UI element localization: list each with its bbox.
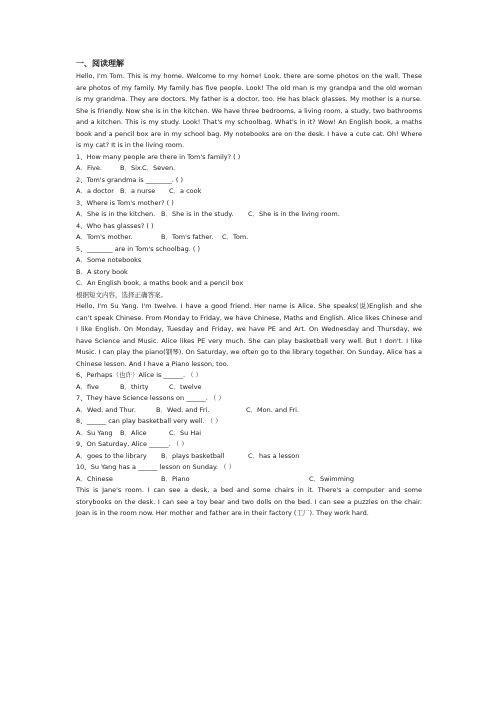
document-content — [76, 58, 422, 520]
option-c: C．Seven. — [142, 164, 176, 172]
section-title: 一、阅读理解 — [76, 59, 124, 68]
option-a: A．She is in the kitchen. — [76, 210, 156, 218]
question-2-options — [76, 186, 422, 198]
question-8-options — [76, 428, 422, 440]
option-c: C．An English book, a maths book and a pencil box — [76, 279, 244, 287]
question-3: 3、Where is Tom's mother? ( ) — [76, 198, 174, 207]
instruction-2: 根据短文内容，选择正确答案。 — [76, 290, 167, 299]
option-a: A．Su Yang — [76, 428, 113, 437]
option-a: A．Chinese — [76, 474, 113, 483]
option-c: C．twelve — [169, 382, 202, 391]
option-a: A．a doctor — [76, 187, 114, 195]
question-8: 8、______ can play basketball very well. （ ） — [76, 417, 222, 425]
question-2: 2、Tom's grandma is ________. ( ) — [76, 175, 183, 184]
question-1: 1、How many people are there in Tom's family? ( ) — [76, 152, 241, 161]
question-9-options — [76, 451, 422, 463]
passage-2: Hello, I'm Su Yang. I'm twelve. I have a good friend. Her name is Alice. She speaks(说)English and she can't speak Chinese. From Monday to Friday, we have Chinese, Maths and English. Alice likes Chinese and I like English. On Monday, Tuesday and Friday, we have PE and Art. On Wednesday and Thursday, we have Science and Music. Alice likes PE very much. She can play basketball very well. But I don't. I like Music. I can play the piano(钢琴). On Saturday, we often go to the library together. On Sunday, Alice has a Chinese lesson. And I have a Piano lesson, too. — [76, 302, 422, 368]
option-a: A．goes to the library — [76, 451, 147, 460]
option-b: B．thirty — [120, 382, 149, 391]
question-6-options — [76, 382, 422, 394]
option-a: A．Five. — [76, 164, 102, 172]
option-b: B．plays basketball — [161, 451, 225, 460]
option-a: A．Wed. and Thur. — [76, 405, 136, 414]
option-c: C．has a lesson — [248, 451, 300, 460]
option-a: A．five — [76, 382, 99, 391]
option-a: A．Tom's mother. — [76, 233, 133, 241]
option-a: A．Some notebooks — [76, 256, 142, 264]
option-c: C．She is in the living room. — [248, 210, 340, 218]
question-5: 5、________ are in Tom's schoolbag. ( ) — [76, 244, 201, 253]
option-c: C．Mon. and Fri. — [246, 405, 299, 414]
question-7-options — [76, 405, 422, 417]
option-c: C．Su Hai — [169, 428, 202, 437]
question-3-options — [76, 209, 422, 221]
option-b: B．Wed. and Fri. — [156, 405, 210, 414]
question-9: 9、On Saturday, Alice ______. （ ） — [76, 440, 188, 448]
option-b: B．Tom's father. — [161, 233, 214, 241]
question-4-options — [76, 232, 422, 244]
passage-3: This is Jane's room. I can see a desk, a bed and some chairs in it. There's a computer and some storybooks on the desk. I can see a toy bear and two dolls on the bed. I can see a puzzles on the chair. Joan is in the room now. Her mother and father are in their factory (工厂). They work hard. — [76, 486, 422, 517]
option-c: C．Swimming — [309, 474, 355, 483]
option-c: C．a cook — [169, 187, 202, 195]
question-6: 6、Perhaps（也许）Alice is ______. （ ） — [76, 371, 203, 379]
question-4: 4、Who has glasses? ( ) — [76, 221, 154, 230]
question-10: 10、Su Yang has a ______ lesson on Sunday. （ ） — [76, 463, 236, 471]
passage-1: Hello, I'm Tom. This is my home. Welcome to my home! Look, there are some photos on the wall. These are photos of my family. My family has five people. Look! The old man is my grandpa and the old woman is my grandma. They are doctors. My father is a doctor, too. He has black glasses. My mother is a nurse. She is friendly. Now she is in the kitchen. We have three bedrooms, a living room, a study, two bathrooms and a kitchen. This is my study. Look! That's my schoolbag. What's in it? Wow! An English book, a maths book and a pencil box are in my school bag. My notebooks are on the desk. I have a cute cat. Oh! Where is my cat? It is in the living room. — [76, 72, 422, 149]
option-b: B．Alice — [120, 428, 147, 437]
question-10-options — [76, 474, 422, 486]
option-c: C．Tom. — [222, 233, 249, 241]
option-b: B．She is in the study. — [161, 210, 234, 218]
question-1-options — [76, 163, 422, 175]
option-b: B．a nurse — [120, 187, 156, 195]
question-7: 7、They have Science lessons on ______. （ ） — [76, 394, 225, 402]
option-b: B．A story book — [76, 267, 128, 276]
option-b: B．Six. — [120, 164, 143, 172]
option-b: B．Piano — [161, 474, 190, 483]
